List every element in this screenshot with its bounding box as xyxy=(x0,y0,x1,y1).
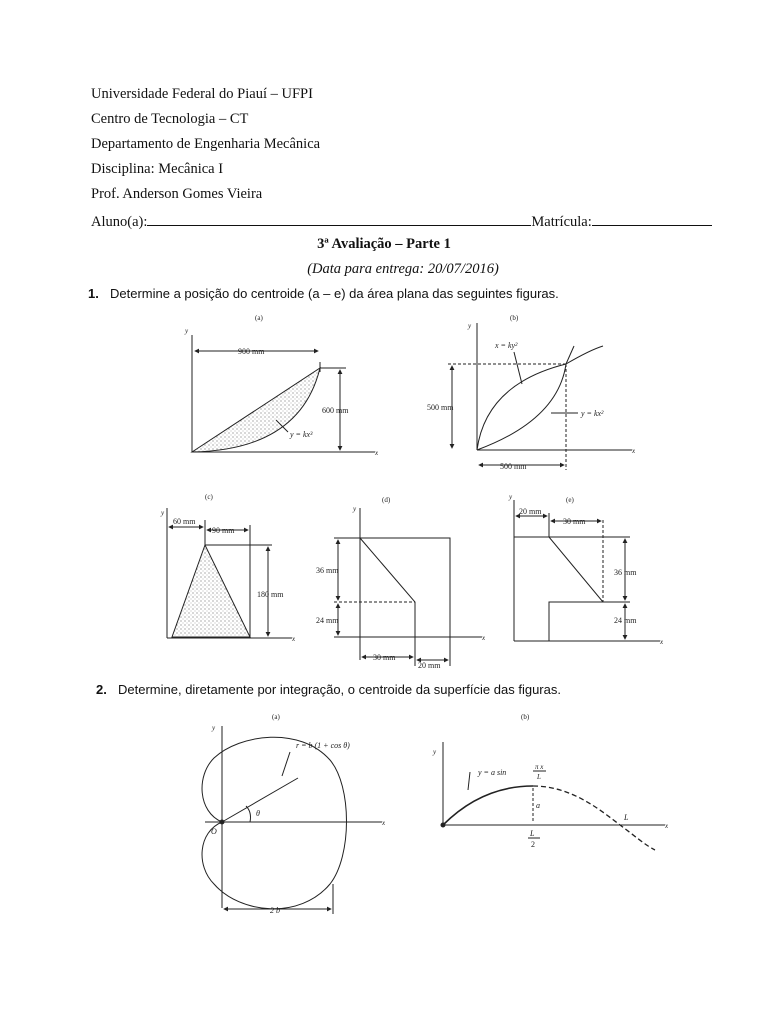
question-2-text: Determine, diretamente por integração, o centroide da superfície das figuras. xyxy=(118,682,561,697)
fig2a-width-label: 2 b xyxy=(270,906,280,915)
fig2b-half-den: 2 xyxy=(531,840,535,849)
fig1d-shape xyxy=(360,538,450,637)
fig1c-height-label: 180 mm xyxy=(257,590,284,599)
fig1b-label: (b) xyxy=(510,314,519,322)
fig2b-half-num: L xyxy=(530,829,535,838)
fig1e-dim3-label: 36 mm xyxy=(614,568,637,577)
professor-line: Prof. Anderson Gomes Vieira xyxy=(91,186,263,202)
fig1e-x-label: x xyxy=(660,638,664,646)
fig1e-dim4-label: 24 mm xyxy=(614,616,637,625)
fig1c xyxy=(160,493,296,643)
fig1e xyxy=(508,493,664,646)
fig1b-height-label: 500 mm xyxy=(427,403,454,412)
fig1d-y-label: y xyxy=(353,505,357,513)
student-label: Aluno(a): xyxy=(91,214,148,230)
fig1d-x-label: x xyxy=(482,634,486,642)
department-line: Departamento de Engenharia Mecânica xyxy=(91,136,321,152)
fig2b-x-label: x xyxy=(665,822,669,830)
center-line: Centro de Tecnologia – CT xyxy=(91,111,249,127)
fig2b-eq-lhs: y = a sin xyxy=(478,768,507,777)
fig1d xyxy=(316,496,486,670)
fig1b-curve-ext2 xyxy=(566,346,603,364)
fig1d-dim3-label: 30 mm xyxy=(373,653,396,662)
fig1c-y-label: y xyxy=(161,509,165,517)
due-date: (Data para entrega: 20/07/2016) xyxy=(307,261,499,277)
fig1c-triangle xyxy=(172,545,250,637)
fig1a-height-label: 600 mm xyxy=(322,406,349,415)
fig1d-label: (d) xyxy=(382,496,391,504)
fig2a-x-label: x xyxy=(382,819,386,827)
question-2 xyxy=(96,682,561,697)
fig1b xyxy=(427,314,636,471)
fig1b-curve1-label: x = ky² xyxy=(495,341,518,350)
fig1b-leader1 xyxy=(514,352,522,384)
fig1a-x-label: x xyxy=(375,449,379,457)
fig2b-frac-den: L xyxy=(537,773,541,781)
fig2a xyxy=(202,713,386,915)
fig2a-theta: θ xyxy=(256,809,260,818)
fig1b-x-label: x xyxy=(632,447,636,455)
fig1e-dim1-label: 20 mm xyxy=(519,507,542,516)
fig1a-y-label: y xyxy=(185,327,189,335)
fig2a-label: (a) xyxy=(272,713,280,721)
fig1b-width-label: 500 mm xyxy=(500,462,527,471)
fig1e-dim2-label: 30 mm xyxy=(563,517,586,526)
question-1-number: 1. xyxy=(88,286,99,301)
fig1c-dim1-label: 60 mm xyxy=(173,517,196,526)
fig1a-shaded-area xyxy=(192,368,320,452)
registration-label: Matrícula: xyxy=(531,214,592,230)
fig1b-curve2-label: y = kx² xyxy=(581,409,604,418)
fig2b-a-label: a xyxy=(536,801,540,810)
fig2a-radius xyxy=(222,778,298,822)
exam-title: 3ª Avaliação – Parte 1 xyxy=(317,236,451,252)
fig1a-curve-label: y = kx³ xyxy=(290,430,313,439)
fig2a-origin-dot xyxy=(220,820,224,824)
fig2b-sine-solid xyxy=(443,786,533,825)
fig1d-dim1-label: 36 mm xyxy=(316,566,339,575)
fig1e-y-label: y xyxy=(509,493,513,501)
fig2b-y-label: y xyxy=(433,748,437,756)
fig2a-leader xyxy=(282,752,290,776)
fig1b-curve-lower xyxy=(477,364,566,450)
fig2a-y-label: y xyxy=(212,724,216,732)
question-2-number: 2. xyxy=(96,682,107,697)
fig1b-curve-upper xyxy=(477,364,566,450)
university-line: Universidade Federal do Piauí – UFPI xyxy=(91,86,313,102)
fig1b-y-label: y xyxy=(468,322,472,330)
fig2b-origin-dot xyxy=(441,823,445,827)
fig1e-shape xyxy=(514,537,603,641)
fig1c-x-label: x xyxy=(292,635,296,643)
fig1e-label: (e) xyxy=(566,496,574,504)
fig1a-label: (a) xyxy=(255,314,263,322)
fig1a-width-label: 900 mm xyxy=(238,347,265,356)
fig1d-dim2-label: 24 mm xyxy=(316,616,339,625)
question-1-text: Determine a posição do centroide (a – e) da área plana das seguintes figuras. xyxy=(110,286,559,301)
fig2b-leader xyxy=(468,772,470,790)
fig1c-dim2-label: 90 mm xyxy=(212,526,235,535)
fig2b-frac-num: π x xyxy=(535,763,544,771)
fig1a xyxy=(184,314,379,457)
fig2a-theta-arc xyxy=(246,806,251,822)
fig2b-L-label: L xyxy=(624,813,629,822)
fig2a-origin: O xyxy=(211,827,217,836)
fig1c-label: (c) xyxy=(205,493,213,501)
fig2b xyxy=(432,713,669,850)
fig2b-label: (b) xyxy=(521,713,530,721)
discipline-line: Disciplina: Mecânica I xyxy=(91,161,224,177)
fig1d-dim4-label: 20 mm xyxy=(418,661,441,670)
fig2b-sine-dashed xyxy=(533,786,655,850)
fig2a-curve-label: r = b (1 + cos θ) xyxy=(296,741,350,750)
